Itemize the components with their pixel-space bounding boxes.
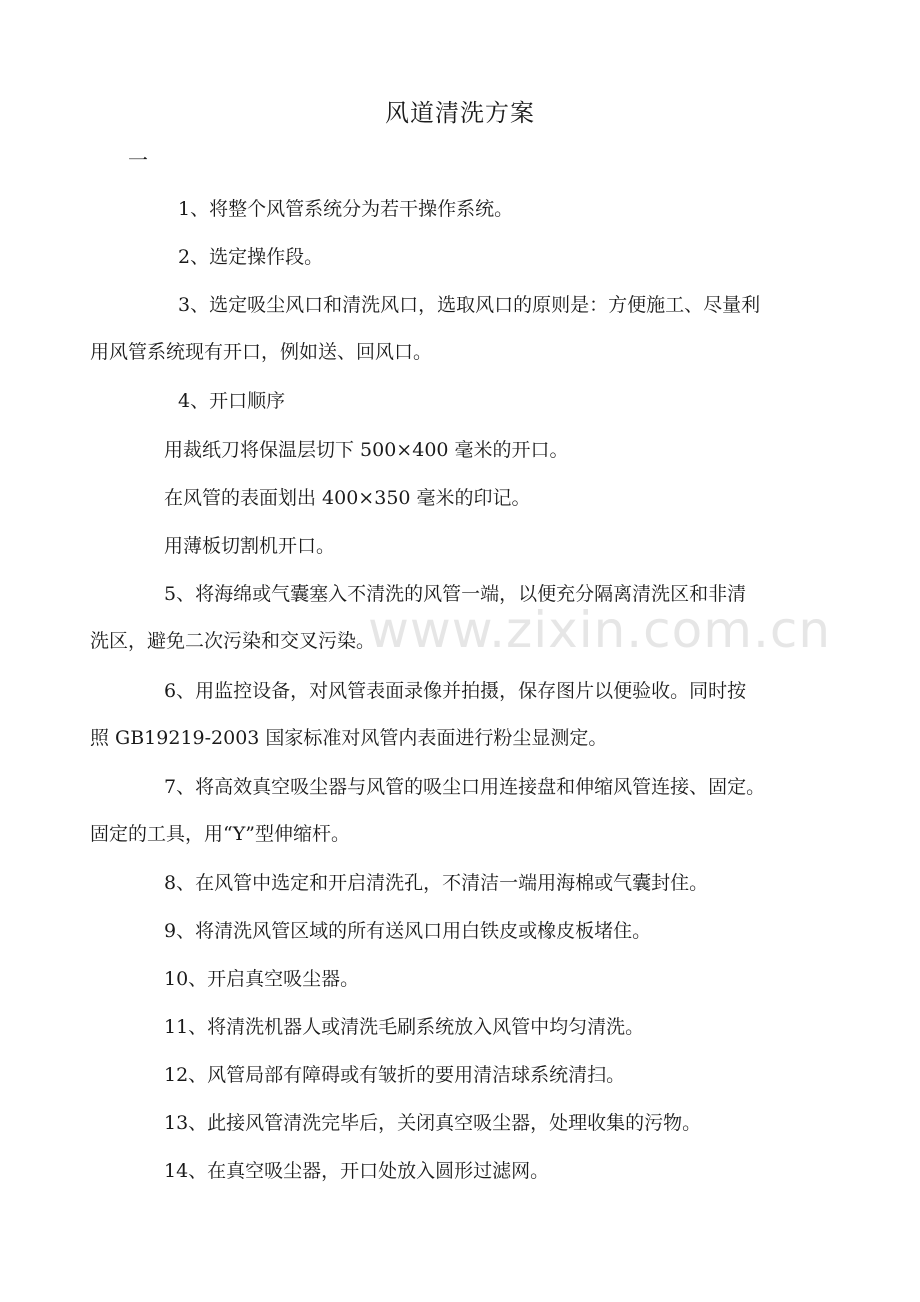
paragraph-line: 用风管系统现有开口，例如送、回风口。 [90, 341, 433, 363]
paragraph-12 [90, 908, 832, 955]
paragraph-6 [90, 475, 832, 522]
paragraph-line: 12、风管局部有障碍或有皱折的要用清洁球系统清扫。 [164, 1064, 626, 1086]
paragraph-line: 6、用监控设备，对风管表面录像并拍摄，保存图片以便验收。同时按 [164, 680, 747, 702]
paragraph-line: 7、将高效真空吸尘器与风管的吸尘口用连接盘和伸缩风管连接、固定。 [164, 776, 766, 798]
paragraph-line: 2、选定操作段。 [178, 246, 324, 268]
paragraph-9 [90, 668, 832, 762]
paragraph-line: 在风管的表面划出 400×350 毫米的印记。 [164, 487, 531, 509]
watermark: www.zixin.com.cn [368, 601, 832, 659]
paragraph-line: 13、此接风管清洗完毕后，关闭真空吸尘器，处理收集的污物。 [164, 1112, 702, 1134]
paragraph-17 [90, 1148, 832, 1195]
paragraph-line: 用薄板切割机开口。 [164, 535, 336, 557]
paragraph-1 [90, 186, 832, 233]
paragraph-line: 14、在真空吸尘器，开口处放入圆形过滤网。 [164, 1160, 550, 1182]
document-title: 风道清洗方案 [385, 99, 535, 127]
paragraph-line: 4、开口顺序 [178, 390, 286, 412]
paragraph-line: 洗区，避免二次污染和交叉污染。 [90, 630, 376, 652]
paragraph-line: 用裁纸刀将保温层切下 500×400 毫米的开口。 [164, 439, 569, 461]
paragraph-11 [90, 860, 832, 907]
paragraph-line: 11、将清洗机器人或清洗毛刷系统放入风管中均匀清洗。 [164, 1016, 645, 1038]
paragraph-line: 5、将海绵或气囊塞入不清洗的风管一端，以便充分隔离清洗区和非清 [164, 583, 747, 605]
paragraph-7 [90, 523, 832, 570]
paragraph-line: 9、将清洗风管区域的所有送风口用白铁皮或橡皮板堵住。 [164, 920, 652, 942]
paragraph-15 [90, 1052, 832, 1099]
paragraph-8 [90, 571, 832, 665]
section-mark: 一 [128, 148, 148, 172]
paragraph-4 [90, 378, 832, 425]
paragraph-line: 10、开启真空吸尘器。 [164, 968, 360, 990]
paragraph-line: 照 GB19219-2003 国家标准对风管内表面进行粉尘显测定。 [90, 727, 608, 749]
paragraph-line: 1、将整个风管系统分为若干操作系统。 [178, 198, 514, 220]
paragraph-2 [90, 234, 832, 281]
paragraph-13 [90, 956, 832, 1003]
paragraph-14 [90, 1004, 832, 1051]
paragraph-5 [90, 427, 832, 474]
paragraph-line: 固定的工具，用“Y”型伸缩杆。 [90, 823, 350, 845]
paragraph-line: 8、在风管中选定和开启清洗孔，不清洁一端用海棉或气囊封住。 [164, 872, 709, 894]
paragraph-10 [90, 764, 832, 858]
paragraph-3 [90, 282, 832, 376]
paragraph-line: 3、选定吸尘风口和清洗风口，选取风口的原则是：方便施工、尽量利 [178, 294, 761, 316]
paragraph-16 [90, 1100, 832, 1147]
